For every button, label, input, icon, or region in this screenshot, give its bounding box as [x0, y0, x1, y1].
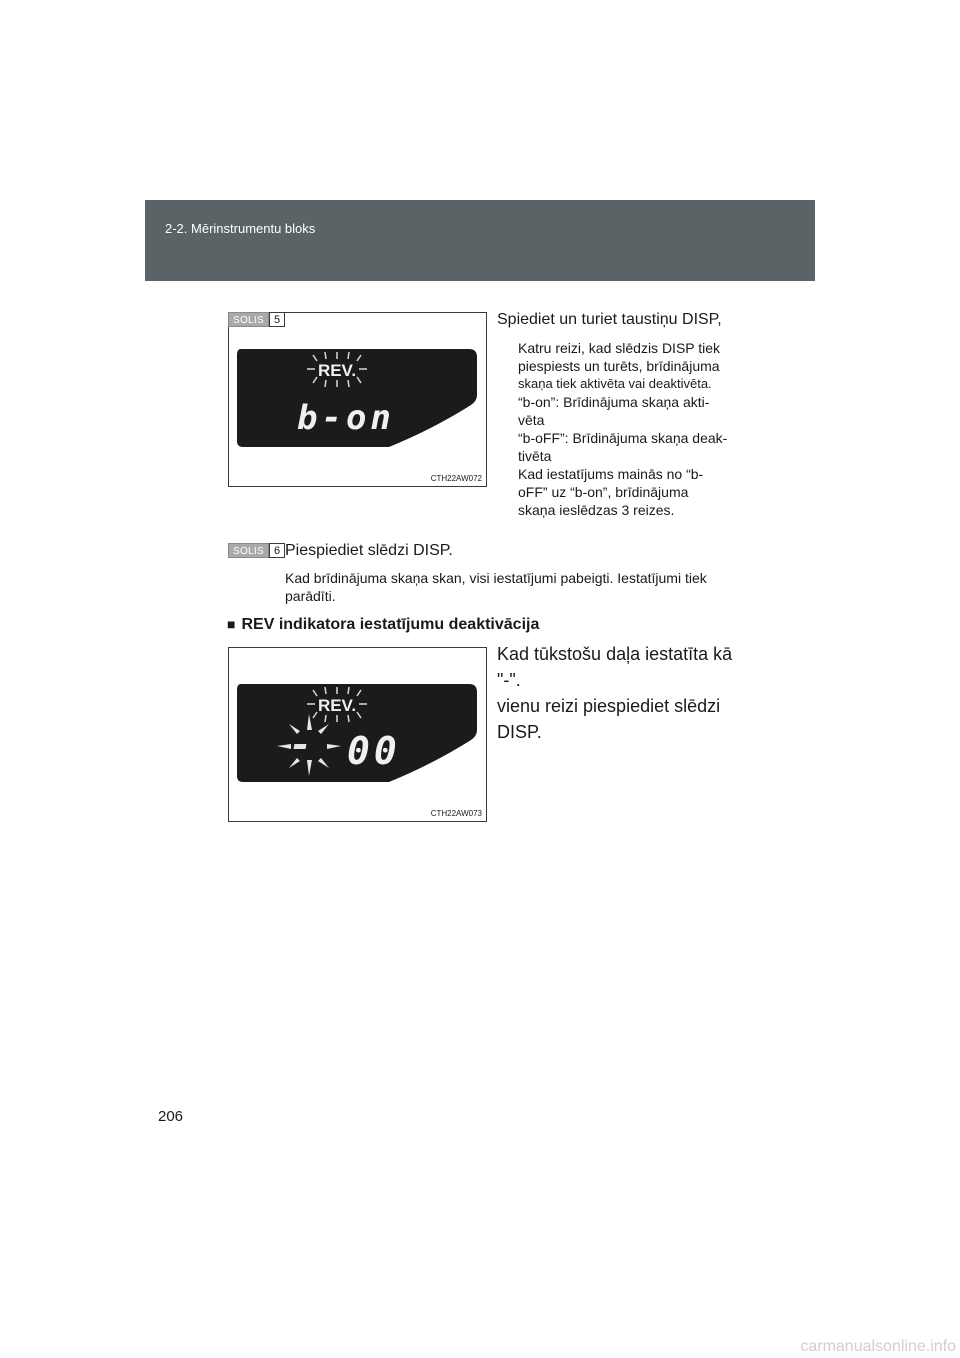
lcd-value: b-on: [297, 398, 395, 438]
lcd-display-dash-00: [237, 684, 477, 782]
figure-code: CTH22AW072: [430, 474, 482, 483]
rev-indicator-label: REV.: [317, 361, 357, 380]
instruction-line: vienu reizi piespiediet slēdzi: [497, 696, 721, 716]
instruction-line: Kad tūkstošu daļa iestatīta kā "-".: [497, 644, 733, 690]
lcd-value: 00: [347, 729, 401, 773]
detail-line: tivēta: [518, 448, 552, 464]
detail-line: “b-on”: Brīdinājuma skaņa akti-: [518, 394, 710, 410]
heading-text: REV indikatora iestatījumu deaktivācija: [241, 616, 540, 633]
lcd-display-b-on: [237, 349, 477, 447]
section-title: 2-2. Mērinstrumentu bloks: [165, 221, 316, 236]
detail-line: “b-oFF”: Brīdinājuma skaņa deak-: [518, 430, 728, 446]
section-heading: [227, 613, 539, 636]
detail-line: Kad iestatījums mainās no “b-: [518, 466, 704, 482]
detail-line: piespiests un turēts, brīdinājuma: [518, 358, 720, 374]
detail-line: oFF” uz “b-on”, brīdinājuma: [518, 484, 689, 500]
figure-rev-deactivation: [228, 647, 487, 822]
detail-line: skaņa tiek aktivēta vai deaktivēta.: [518, 376, 712, 391]
rev-instruction: [497, 641, 745, 745]
figure-step-5: [228, 312, 487, 487]
step-badge-5: [228, 312, 285, 327]
watermark: carmanualsonline.info: [800, 1338, 956, 1355]
detail-line: Katru reizi, kad slēdzis DISP tiek: [518, 340, 721, 356]
detail-line: parādīti.: [285, 588, 336, 604]
section-header: [145, 200, 815, 281]
step-badge-word: SOLIS: [228, 543, 269, 558]
step-6-instruction: Piespiediet slēdzi DISP.: [285, 542, 453, 559]
detail-line: Kad brīdinājuma skaņa skan, visi iestatījumi pabeigti. Iestatījumi tiek: [285, 570, 707, 586]
step-6-details: [285, 569, 745, 605]
step-badge-number: 6: [269, 543, 285, 558]
rev-indicator-label: REV.: [317, 696, 357, 715]
detail-line: vēta: [518, 412, 545, 428]
step-badge-word: SOLIS: [228, 312, 269, 327]
page-number: 206: [158, 1108, 184, 1125]
figure-code: CTH22AW073: [430, 809, 482, 818]
step-5-instruction: Spiediet un turiet taustiņu DISP,: [497, 311, 722, 328]
instruction-line: DISP.: [497, 722, 542, 742]
step-badge-number: 5: [269, 312, 285, 327]
step-5-details: [518, 339, 744, 519]
detail-line: skaņa ieslēdzas 3 reizes.: [518, 502, 675, 518]
heading-bullet-icon: ■: [227, 616, 236, 632]
step-badge-6: [228, 543, 285, 558]
